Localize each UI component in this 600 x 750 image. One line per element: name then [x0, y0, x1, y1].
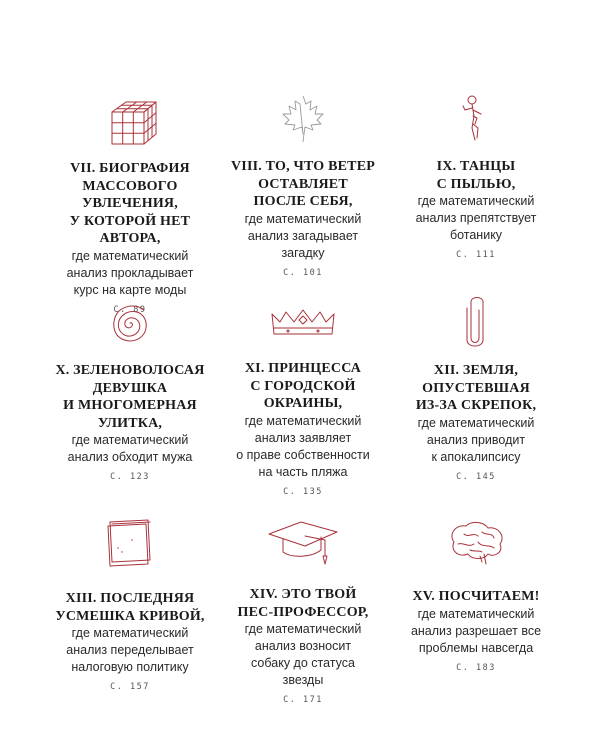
toc-entry-x: [40, 298, 220, 482]
page-number: С. 171: [283, 695, 323, 705]
crown-icon: [213, 306, 393, 340]
entry-description: где математический анализ препятствует ботанику: [415, 194, 537, 242]
entry-title: XIII. ПОСЛЕДНЯЯ УСМЕШКА КРИВОЙ,: [55, 591, 205, 624]
entry-description: где математический анализ переделывает налоговую политику: [66, 626, 194, 674]
rubiks-cube-icon: [40, 98, 220, 146]
entry-title: XII. ЗЕМЛЯ, ОПУСТЕВШАЯ ИЗ-ЗА СКРЕПОК,: [415, 363, 537, 413]
toc-entry-xiii: [40, 518, 220, 692]
toc-entry-vii: [40, 98, 220, 315]
entry-title: IX. ТАНЦЫ С ПЫЛЬЮ,: [436, 159, 516, 192]
entry-title: XIV. ЭТО ТВОЙ ПЕС-ПРОФЕССОР,: [237, 587, 369, 620]
entry-title: VII. БИОГРАФИЯ МАССОВОГО УВЛЕЧЕНИЯ, У КОТОРОЙ НЕТ АВТОРА,: [69, 161, 191, 246]
paper-clip-icon: [386, 294, 566, 350]
dancing-stick-figure-icon: [386, 94, 566, 146]
page-number: С. 101: [283, 267, 323, 278]
entry-description: где математический анализ обходит мужа: [67, 433, 193, 464]
page-number: С. 145: [456, 471, 496, 482]
entry-title: XI. ПРИНЦЕССА С ГОРОДСКОЙ ОКРАИНЫ,: [244, 361, 362, 411]
entry-description: где математический анализ приводит к апокалипсису: [417, 415, 535, 464]
brain-icon: [386, 520, 566, 568]
page-number: С. 123: [110, 472, 150, 482]
toc-entry-viii: [213, 94, 393, 278]
page-number: С. 89: [113, 304, 147, 315]
entry-title: VIII. ТО, ЧТО ВЕТЕР ОСТАВЛЯЕТ ПОСЛЕ СЕБЯ,: [230, 159, 376, 209]
toc-entry-xi: [213, 306, 393, 497]
toc-entry-xiv: [213, 516, 393, 705]
entry-description: где математический анализ разрешает все проблемы навсегда: [410, 606, 542, 655]
page-number: С. 135: [283, 486, 323, 497]
paper-stack-icon: [40, 518, 220, 568]
entry-description: где математический анализ загадывает загадку: [244, 211, 362, 260]
spiral-shell-icon: [40, 298, 220, 348]
page-number: С. 183: [456, 662, 496, 673]
entry-title: XV. ПОСЧИТАЕМ!: [412, 589, 540, 604]
entry-title: X. ЗЕЛЕНОВОЛОСАЯ ДЕВУШКА И МНОГОМЕРНАЯ УЛИТКА,: [55, 363, 205, 431]
entry-description: где математический анализ возносит собаку до статуса звезды: [244, 622, 362, 687]
entry-description: где математический анализ прокладывает курс на карте моды: [66, 248, 194, 297]
page-number: С. 157: [110, 682, 150, 692]
entry-description: где математический анализ заявляет о праве собственности на часть пляжа: [236, 413, 370, 479]
page-number: С. 111: [456, 250, 496, 260]
graduation-cap-icon: [213, 516, 393, 566]
maple-leaf-icon: [213, 94, 393, 146]
toc-entry-xii: [386, 294, 566, 482]
toc-entry-xv: [386, 520, 566, 673]
toc-entry-ix: [386, 94, 566, 260]
